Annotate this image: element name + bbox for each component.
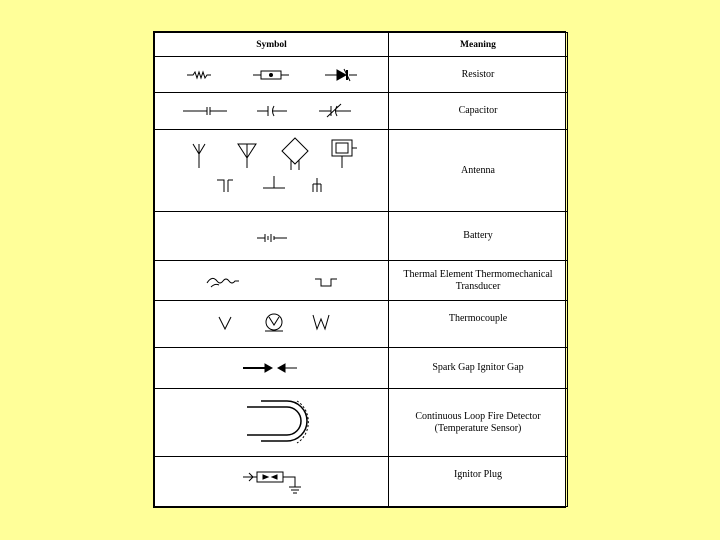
table-row	[155, 348, 568, 389]
fire-detector-loop-icon	[247, 401, 308, 443]
antenna-y-icon	[193, 144, 205, 168]
symbol-table	[154, 32, 568, 507]
thermocouple-junction-icon	[313, 315, 329, 329]
symbol-cell	[155, 261, 389, 301]
resistor-symbols	[157, 65, 387, 85]
capacitor-straight-icon	[183, 107, 227, 115]
resistor-box-icon	[253, 71, 289, 79]
battery-icon	[257, 234, 287, 242]
meaning-spark-gap: Spark Gap Ignitor Gap	[389, 348, 568, 389]
meaning-resistor: Resistor	[389, 57, 568, 93]
ignitor-plug-icon	[243, 472, 301, 493]
thermal-symbols	[157, 271, 387, 291]
meaning-thermocouple: Thermocouple	[389, 301, 568, 348]
antenna-loop-icon	[332, 140, 357, 168]
table-row	[155, 301, 568, 348]
symbol-cell	[155, 301, 389, 348]
antenna-ground-icon	[263, 176, 285, 188]
antenna-counterpoise-icon	[313, 178, 321, 192]
antenna-symbols	[157, 136, 387, 206]
battery-symbols	[157, 226, 387, 246]
fire-detector-symbols	[157, 393, 387, 453]
spark-gap-symbols	[157, 358, 387, 378]
symbol-cell	[155, 130, 389, 212]
antenna-diamond-icon	[282, 138, 308, 170]
meaning-battery: Battery	[389, 212, 568, 261]
thermocouple-circle-icon	[265, 314, 283, 331]
meaning-antenna: Antenna	[389, 130, 568, 212]
thermocouple-symbols	[157, 309, 387, 339]
table-row	[155, 261, 568, 301]
capacitor-variable-icon	[319, 104, 351, 117]
symbol-cell	[155, 93, 389, 130]
table-row	[155, 130, 568, 212]
header-symbol: Symbol	[155, 33, 389, 57]
table-row	[155, 57, 568, 93]
table-row	[155, 212, 568, 261]
meaning-ignitor-plug: Ignitor Plug	[389, 457, 568, 507]
capacitor-curved-icon	[257, 106, 287, 116]
table-row	[155, 457, 568, 507]
meaning-fire-detector: Continuous Loop Fire Detector (Temperature Sensor)	[389, 389, 568, 457]
meaning-capacitor: Capacitor	[389, 93, 568, 130]
resistor-diode-icon	[325, 69, 357, 81]
meaning-thermal-element: Thermal Element Thermomechanical Transducer	[389, 261, 568, 301]
symbol-cell	[155, 57, 389, 93]
symbol-cell	[155, 348, 389, 389]
table-row	[155, 389, 568, 457]
thermal-element-icon	[207, 278, 239, 287]
resistor-zigzag-icon	[187, 72, 211, 78]
symbol-table-sheet	[153, 31, 566, 508]
header-meaning: Meaning	[389, 33, 568, 57]
symbol-cell	[155, 457, 389, 507]
capacitor-symbols	[157, 101, 387, 121]
symbol-cell	[155, 212, 389, 261]
table-row	[155, 93, 568, 130]
symbol-cell	[155, 389, 389, 457]
thermocouple-v-icon	[219, 317, 231, 329]
antenna-dipole-icon	[217, 180, 233, 192]
ignitor-plug-symbols	[157, 467, 387, 497]
antenna-triangle-icon	[238, 144, 256, 168]
spark-gap-icon	[243, 364, 297, 372]
table-header-row	[155, 33, 568, 57]
thermomechanical-transducer-icon	[315, 279, 337, 286]
